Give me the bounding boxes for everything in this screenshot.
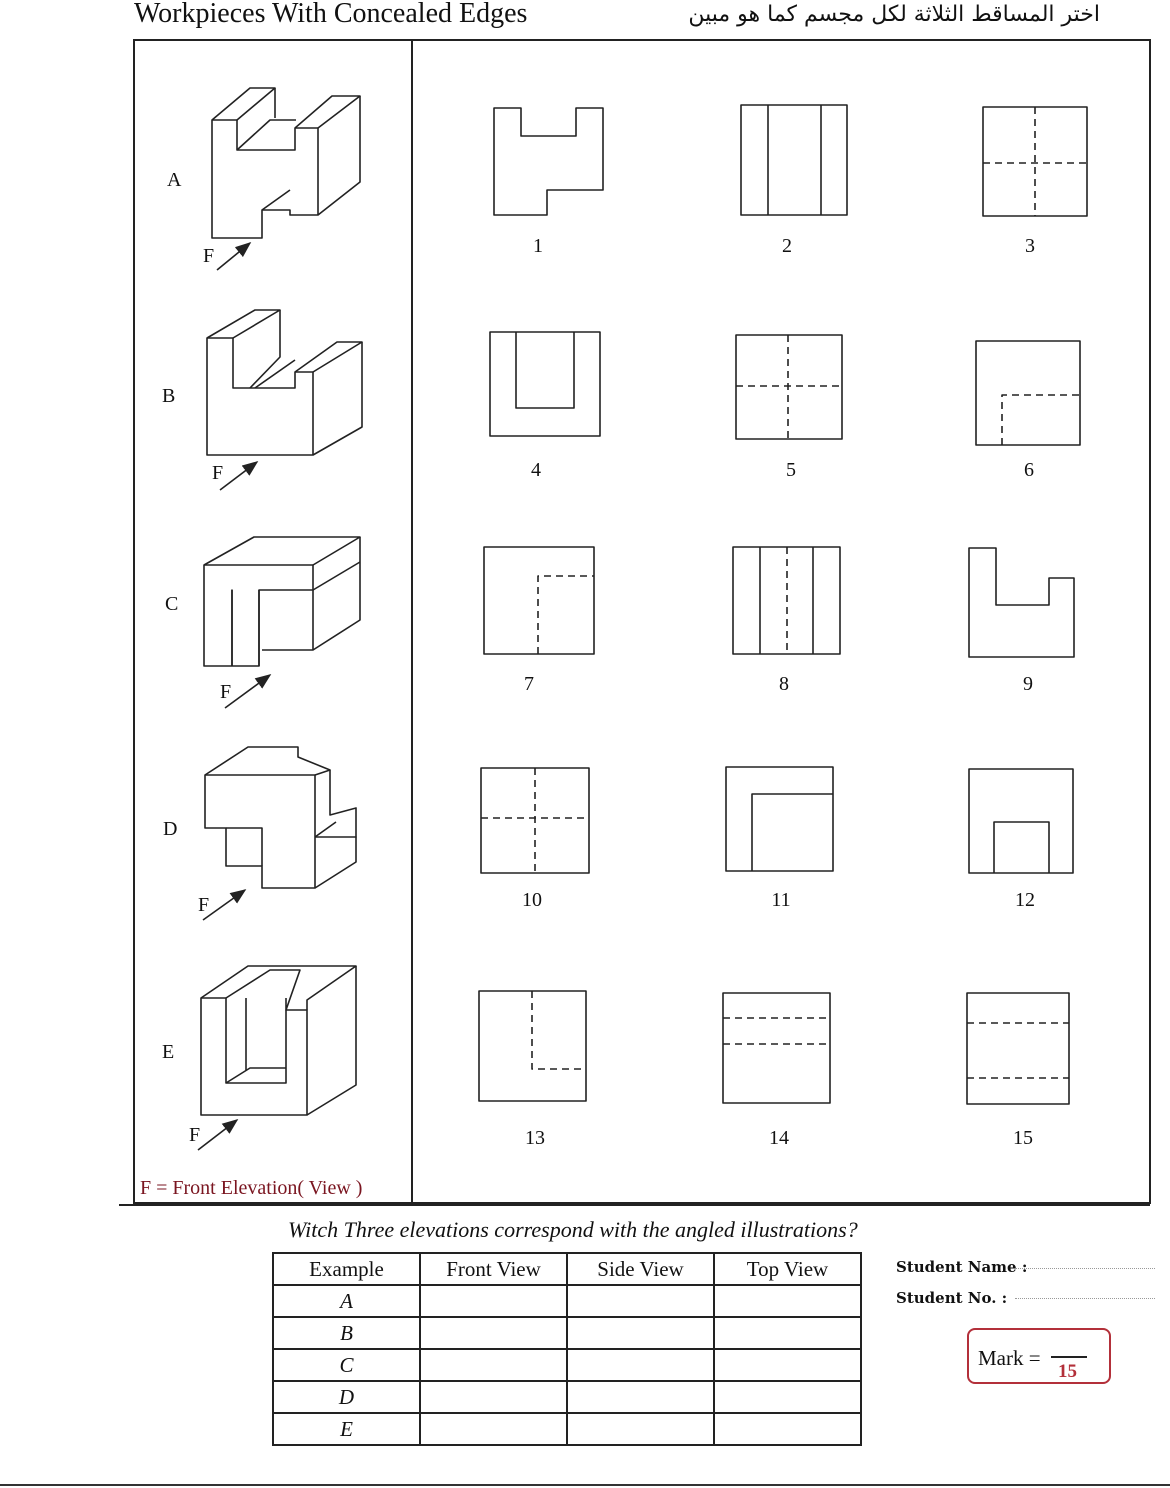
view-number-5: 5 xyxy=(786,459,796,481)
answer-cell-e-front[interactable] xyxy=(420,1413,567,1445)
front-marker-b: F xyxy=(212,462,224,484)
table-row xyxy=(273,1413,861,1445)
view-7 xyxy=(484,547,594,654)
worksheet-title: Workpieces With Concealed Edges xyxy=(134,0,528,29)
answer-cell-b-top[interactable] xyxy=(714,1317,861,1349)
row-example-b: B xyxy=(273,1317,420,1349)
view-3 xyxy=(983,107,1087,216)
answer-cell-a-front[interactable] xyxy=(420,1285,567,1317)
header-example: Example xyxy=(273,1253,420,1285)
view-number-2: 2 xyxy=(782,235,792,257)
isometric-workpiece-d xyxy=(205,747,356,888)
isometric-workpiece-a xyxy=(212,88,360,238)
answer-cell-b-side[interactable] xyxy=(567,1317,714,1349)
student-number-field[interactable] xyxy=(1015,1298,1155,1299)
question-text: Witch Three elevations correspond with the angled illustrations? xyxy=(288,1217,858,1242)
answer-cell-b-front[interactable] xyxy=(420,1317,567,1349)
view-number-12: 12 xyxy=(1015,889,1035,911)
answer-cell-d-front[interactable] xyxy=(420,1381,567,1413)
view-number-1: 1 xyxy=(533,235,543,257)
arrow-e xyxy=(198,1120,237,1150)
view-15 xyxy=(967,993,1069,1104)
view-number-8: 8 xyxy=(779,673,789,695)
view-1 xyxy=(494,108,603,215)
row-label-a: A xyxy=(167,169,182,191)
student-name-field[interactable] xyxy=(1015,1268,1155,1269)
isometric-workpiece-b xyxy=(207,310,362,455)
view-number-7: 7 xyxy=(524,673,534,695)
row-example-c: C xyxy=(273,1349,420,1381)
answer-table xyxy=(272,1252,862,1446)
view-5 xyxy=(736,335,842,439)
page-bottom-rule xyxy=(0,1484,1170,1486)
view-8 xyxy=(733,547,840,654)
view-number-4: 4 xyxy=(531,459,541,481)
table-row xyxy=(273,1381,861,1413)
front-marker-c: F xyxy=(220,681,232,703)
row-label-e: E xyxy=(162,1041,175,1063)
row-label-c: C xyxy=(165,593,179,615)
answer-cell-d-side[interactable] xyxy=(567,1381,714,1413)
view-number-13: 13 xyxy=(525,1127,545,1149)
view-9 xyxy=(969,548,1074,657)
isometric-workpiece-c xyxy=(204,537,360,666)
arabic-instruction: اختر المساقط الثلاثة لكل مجسم كما هو مبين xyxy=(688,2,1100,27)
answer-cell-a-side[interactable] xyxy=(567,1285,714,1317)
row-label-d: D xyxy=(163,818,178,840)
isometric-workpiece-e xyxy=(201,966,356,1115)
row-example-d: D xyxy=(273,1381,420,1413)
front-elevation-legend: F = Front Elevation( View ) xyxy=(140,1177,363,1199)
view-number-10: 10 xyxy=(522,889,542,911)
table-row xyxy=(273,1285,861,1317)
mark-label: Mark = xyxy=(978,1346,1041,1370)
view-12 xyxy=(969,769,1073,873)
view-14 xyxy=(723,993,830,1103)
front-marker-d: F xyxy=(198,894,210,916)
view-number-14: 14 xyxy=(769,1127,789,1149)
view-6 xyxy=(976,341,1080,445)
row-label-b: B xyxy=(162,385,176,407)
answer-cell-e-side[interactable] xyxy=(567,1413,714,1445)
mark-box xyxy=(967,1328,1111,1384)
view-13 xyxy=(479,991,586,1101)
arrow-d xyxy=(203,890,245,920)
header-side-view: Side View xyxy=(567,1253,714,1285)
answer-cell-d-top[interactable] xyxy=(714,1381,861,1413)
view-10 xyxy=(481,768,589,873)
arrow-b xyxy=(220,462,257,490)
table-header-row xyxy=(273,1253,861,1285)
mark-total: 15 xyxy=(1058,1361,1077,1382)
view-number-15: 15 xyxy=(1013,1127,1033,1149)
view-number-3: 3 xyxy=(1025,235,1035,257)
answer-cell-c-top[interactable] xyxy=(714,1349,861,1381)
front-marker-e: F xyxy=(189,1124,201,1146)
view-4 xyxy=(490,332,600,436)
table-row xyxy=(273,1349,861,1381)
answer-cell-c-side[interactable] xyxy=(567,1349,714,1381)
student-number-label: Student No. : xyxy=(896,1289,1008,1307)
arrow-a xyxy=(217,243,250,270)
arrow-c xyxy=(225,675,270,708)
view-11 xyxy=(726,767,833,871)
view-number-11: 11 xyxy=(771,889,791,911)
answer-cell-e-top[interactable] xyxy=(714,1413,861,1445)
student-name-label: Student Name : xyxy=(896,1258,1028,1276)
view-number-6: 6 xyxy=(1024,459,1034,481)
row-example-e: E xyxy=(273,1413,420,1445)
table-row xyxy=(273,1317,861,1349)
header-top-view: Top View xyxy=(714,1253,861,1285)
view-number-9: 9 xyxy=(1023,673,1033,695)
answer-cell-a-top[interactable] xyxy=(714,1285,861,1317)
front-marker-a: F xyxy=(203,245,215,267)
row-example-a: A xyxy=(273,1285,420,1317)
mark-fraction-bar xyxy=(1051,1356,1087,1358)
answer-cell-c-front[interactable] xyxy=(420,1349,567,1381)
view-2 xyxy=(741,105,847,215)
header-front-view: Front View xyxy=(420,1253,567,1285)
